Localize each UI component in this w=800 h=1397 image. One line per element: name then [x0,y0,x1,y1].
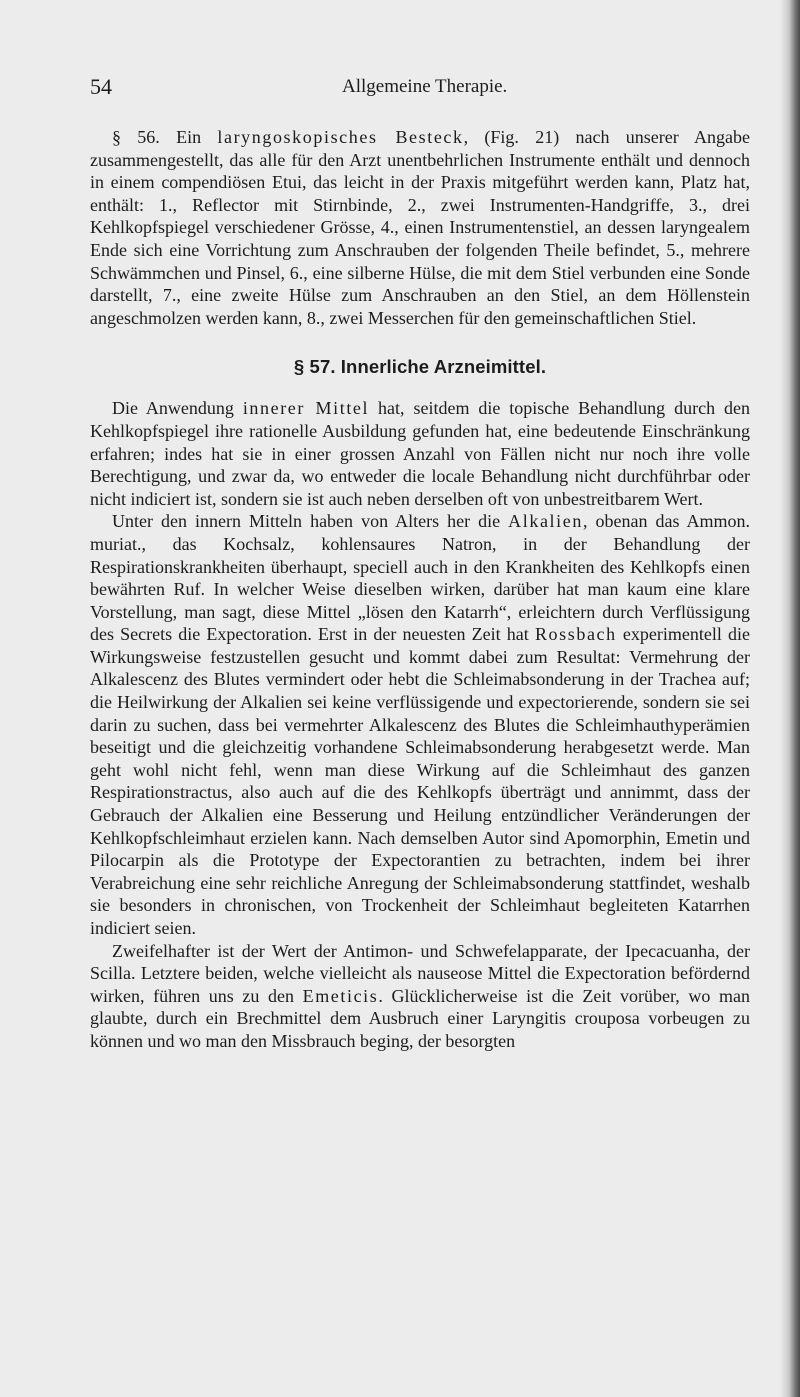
paragraph-3-text: . Glücklicherweise ist die Zeit vorüber, wo man glaubte, durch ein Brechmittel dem Ausbruch einer Laryngitis crouposa vorbeugen zu können und wo man den Missbrauch beging, der besorgten [90,985,750,1051]
section-57-paragraph-3 [90,940,750,1053]
paragraph-2-lead: Unter den innern Mitteln haben von Alters her die [112,511,501,532]
paragraph-1-text: hat, seitdem die topische Behandlung durch den Kehlkopfspiegel ihre rationelle Ausbildung gefunden hat, eine bedeutende Einschränkung erfahren; indes hat sie in einer grossen Anzahl von Fällen nicht nur noch ihre volle Berechtigung, und zwar da, wo entweder die locale Behandlung nicht durchführbar oder nicht indiciert ist, sondern sie ist auch neben derselben oft von unbestreitbarem Wert. [90,398,750,509]
section-56-paragraph [90,126,750,329]
section-57-paragraph-1 [90,397,750,510]
paragraph-2-text: experimentell die Wirkungsweise festzustellen gesucht und kommt dabei zum Resultat: Vermehrung der Alkalescenz des Blutes vermindert oder hebt die Schleimabsonderung in der Trachea auf; die Heilwirkung der Alkalien sei keine verflüssigende und expectorierende, sondern sie sei darin zu suchen, dass bei vermehrter Alkalescenz des Blutes die Schleimhauthyperämien beseitigt und die gleichzeitig vorhandene Schleimabsonderung herabgesetzt werde. Man geht wohl nicht fehl, wenn man diese Wirkung auf die Schleimhaut des ganzen Respirationstractus, also auch auf die des Kehlkopfs überträgt und annimmt, dass der Gebrauch der Alkalien eine Besserung und Heilung entzündlicher Veränderungen der Kehlkopfschleimhaut erzielen kann. Nach demselben Autor sind Apomorphin, Emetin und Pilocarpin als die Prototype der Expectorantien zu betrachten, indem bei ihrer Verabreichung eine sehr reichliche Anregung der Schleimabsonderung stattfindet, weshalb sie besonders in chronischen, von Trockenheit der Schleimhaut begleiteten Katarrhen indiciert seien. [90,624,751,938]
section-57-paragraph-2 [90,510,750,939]
section-56-lead: § 56. Ein [112,127,202,147]
section-56-term: laryngoskopisches Besteck [217,127,464,147]
page-header [90,74,750,104]
section-57-heading: § 57. Innerliche Arzneimittel. [293,356,547,378]
page-body [90,126,750,1053]
paragraph-3-lead: Zweifelhafter ist der Wert der Antimon- und Schwefelapparate, der Ipecacuanha, der Scilla. Letztere beiden, welche vielleicht als nauseose Mittel die Expectoration befördernd wirken, führen uns zu den [90,940,750,1006]
paragraph-2-middle: , obenan das Ammon. muriat., das Kochsalz, kohlensaures Natron, in der Behandlung der Respirationskrankheiten überhaupt, speciell auch in den Krankheiten des Kehlkopfs einen bewährten Ruf. In welcher Weise dieselben wirken, darüber hat man kaum eine klare Vorstellung, man sagt, diese Mittel „lösen den Katarrh“, erleichtern durch Verflüssigung des Secrets die Expectoration. Erst in der neuesten Zeit hat [90,511,750,645]
paragraph-3-term-emeticis: Emeticis [302,985,379,1006]
paragraph-1-lead: Die Anwendung [112,398,234,419]
running-head: Allgemeine Therapie. [342,76,508,97]
paragraph-2-term-alkalien: Alkalien [508,511,583,532]
section-56-text: , (Fig. 21) nach unserer Angabe zusammengestellt, das alle für den Arzt unentbehrlichen Instrumente enthält und dennoch in einem compendiösen Etui, das leicht in der Praxis mitgeführt werden kann, Platz hat, enthält: 1., Reflector mit Stirnbinde, 2., zwei Instrumenten-Handgriffe, 3., drei Kehlkopfspiegel verschiedener Grösse, 4., einen Instrumentenstiel, an dessen laryngealem Ende sich eine Vorrichtung zum Anschrauben der folgenden Theile befindet, 5., mehrere Schwämmchen und Pinsel, 6., eine silberne Hülse, die mit dem Stiel verbunden eine Sonde darstellt, 7., eine zweite Hülse zum Anschrauben an den Stiel, an dem Höllenstein angeschmolzen werden kann, 8., zwei Messerchen für den gemeinschaftlichen Stiel. [90,127,751,328]
paragraph-1-term: innerer Mittel [242,398,370,419]
paragraph-2-term-rossbach: Rossbach [534,624,617,645]
page-edge-shadow [780,0,800,1397]
page-number: 54 [90,74,112,99]
